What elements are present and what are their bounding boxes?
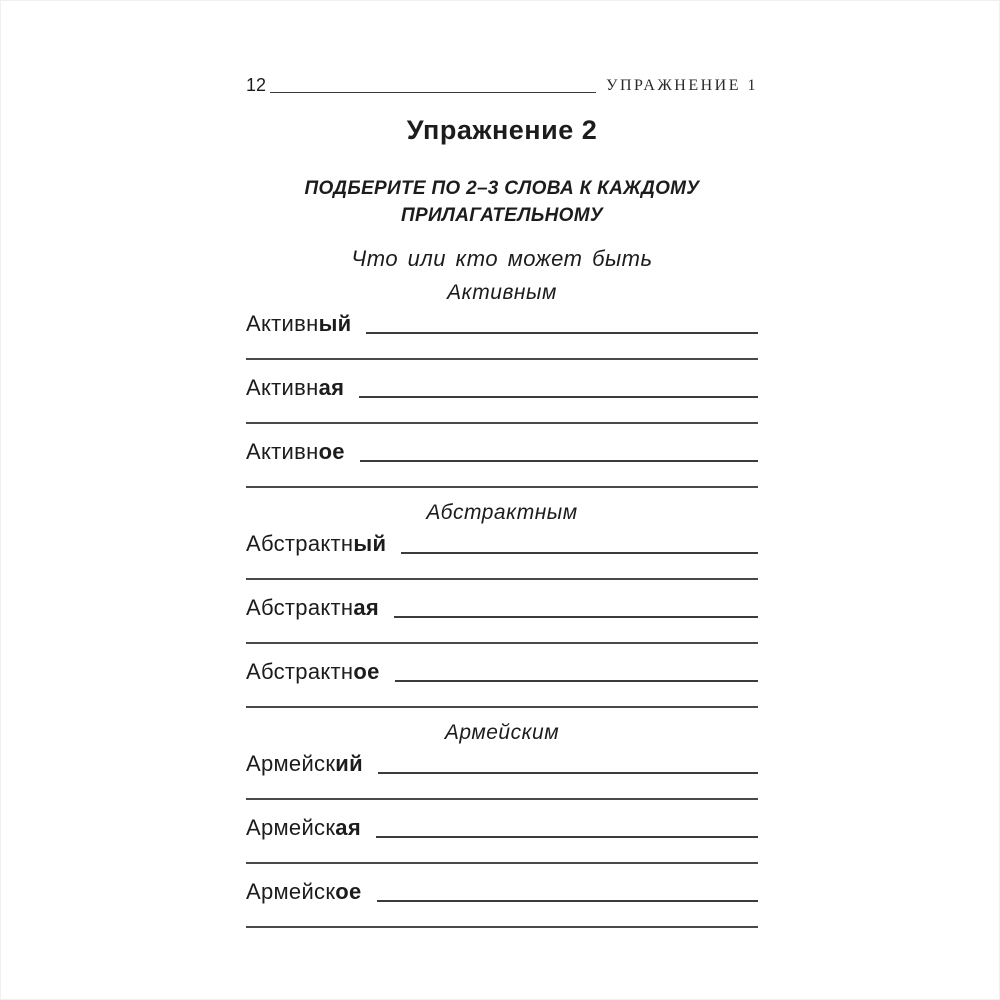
adjective-stem: Активн: [246, 439, 319, 464]
answer-blank-line: [246, 904, 758, 928]
section-aktivnym: [246, 280, 758, 488]
answer-blank-inline: [366, 332, 758, 334]
entry: [246, 748, 758, 800]
answer-blank-line: [246, 400, 758, 424]
answer-blank-line: [246, 684, 758, 708]
entry: [246, 308, 758, 360]
entry-word-row: [246, 876, 758, 904]
entry: [246, 812, 758, 864]
answer-blank-inline: [359, 396, 758, 398]
exercise-prompt: Что или кто может быть: [351, 246, 653, 271]
instruction-line-1: ПОДБЕРИТЕ ПО 2–3 СЛОВА К КАЖДОМУ: [304, 178, 700, 199]
adjective-word: [246, 376, 344, 400]
adjective-stem: Армейск: [246, 751, 336, 776]
adjective-stem: Абстрактн: [246, 659, 354, 684]
entry: [246, 656, 758, 708]
answer-blank-line: [246, 776, 758, 800]
adjective-ending: ый: [353, 531, 387, 556]
entry-word-row: [246, 528, 758, 556]
answer-blank-line: [246, 620, 758, 644]
section-abstraktnym: [246, 500, 758, 708]
answer-blank-inline: [360, 460, 758, 462]
answer-blank-inline: [376, 836, 758, 838]
entry-word-row: [246, 372, 758, 400]
adjective-word: [246, 752, 363, 776]
answer-blank-inline: [377, 900, 758, 902]
adjective-word: [246, 596, 379, 620]
entry: [246, 436, 758, 488]
entry-word-row: [246, 308, 758, 336]
adjective-ending: ий: [335, 751, 363, 776]
entry-word-row: [246, 748, 758, 776]
answer-blank-inline: [394, 616, 758, 618]
section-heading: Армейским: [444, 721, 560, 744]
answer-blank-line: [246, 840, 758, 864]
answer-blank-inline: [401, 552, 758, 554]
adjective-ending: ое: [335, 879, 362, 904]
adjective-word: [246, 880, 362, 904]
adjective-word: [246, 312, 351, 336]
section-heading: Абстрактным: [426, 501, 578, 524]
section-armeyskim: [246, 720, 758, 928]
entry-word-row: [246, 656, 758, 684]
adjective-ending: ое: [353, 659, 380, 684]
adjective-word: [246, 660, 380, 684]
entry-word-row: [246, 592, 758, 620]
instruction-line-2: ПРИЛАГАТЕЛЬНОМУ: [401, 205, 603, 226]
adjective-ending: ое: [318, 439, 345, 464]
adjective-ending: ая: [318, 375, 345, 400]
adjective-ending: ый: [318, 311, 352, 336]
exercise-instruction: [246, 175, 758, 229]
answer-blank-inline: [395, 680, 758, 682]
adjective-word: [246, 816, 361, 840]
answer-blank-line: [246, 556, 758, 580]
entry: [246, 372, 758, 424]
adjective-stem: Армейск: [246, 815, 336, 840]
adjective-ending: ая: [353, 595, 380, 620]
adjective-stem: Активн: [246, 375, 319, 400]
adjective-ending: ая: [335, 815, 361, 840]
running-title: УПРАЖНЕНИЕ 1: [606, 77, 758, 94]
adjective-word: [246, 532, 386, 556]
entry: [246, 528, 758, 580]
page-number: 12: [246, 75, 267, 95]
answer-blank-line: [246, 336, 758, 360]
entry: [246, 876, 758, 928]
running-header: [246, 75, 758, 94]
adjective-stem: Абстрактн: [246, 595, 354, 620]
page-content: [246, 75, 758, 928]
header-rule: [270, 92, 596, 93]
adjective-word: [246, 440, 345, 464]
exercise-title: Упражнение 2: [406, 115, 598, 145]
entry-word-row: [246, 436, 758, 464]
answer-blank-line: [246, 464, 758, 488]
adjective-stem: Армейск: [246, 879, 336, 904]
entry-word-row: [246, 812, 758, 840]
adjective-stem: Абстрактн: [246, 531, 354, 556]
section-heading: Активным: [447, 281, 557, 304]
answer-blank-inline: [378, 772, 758, 774]
adjective-stem: Активн: [246, 311, 319, 336]
entry: [246, 592, 758, 644]
